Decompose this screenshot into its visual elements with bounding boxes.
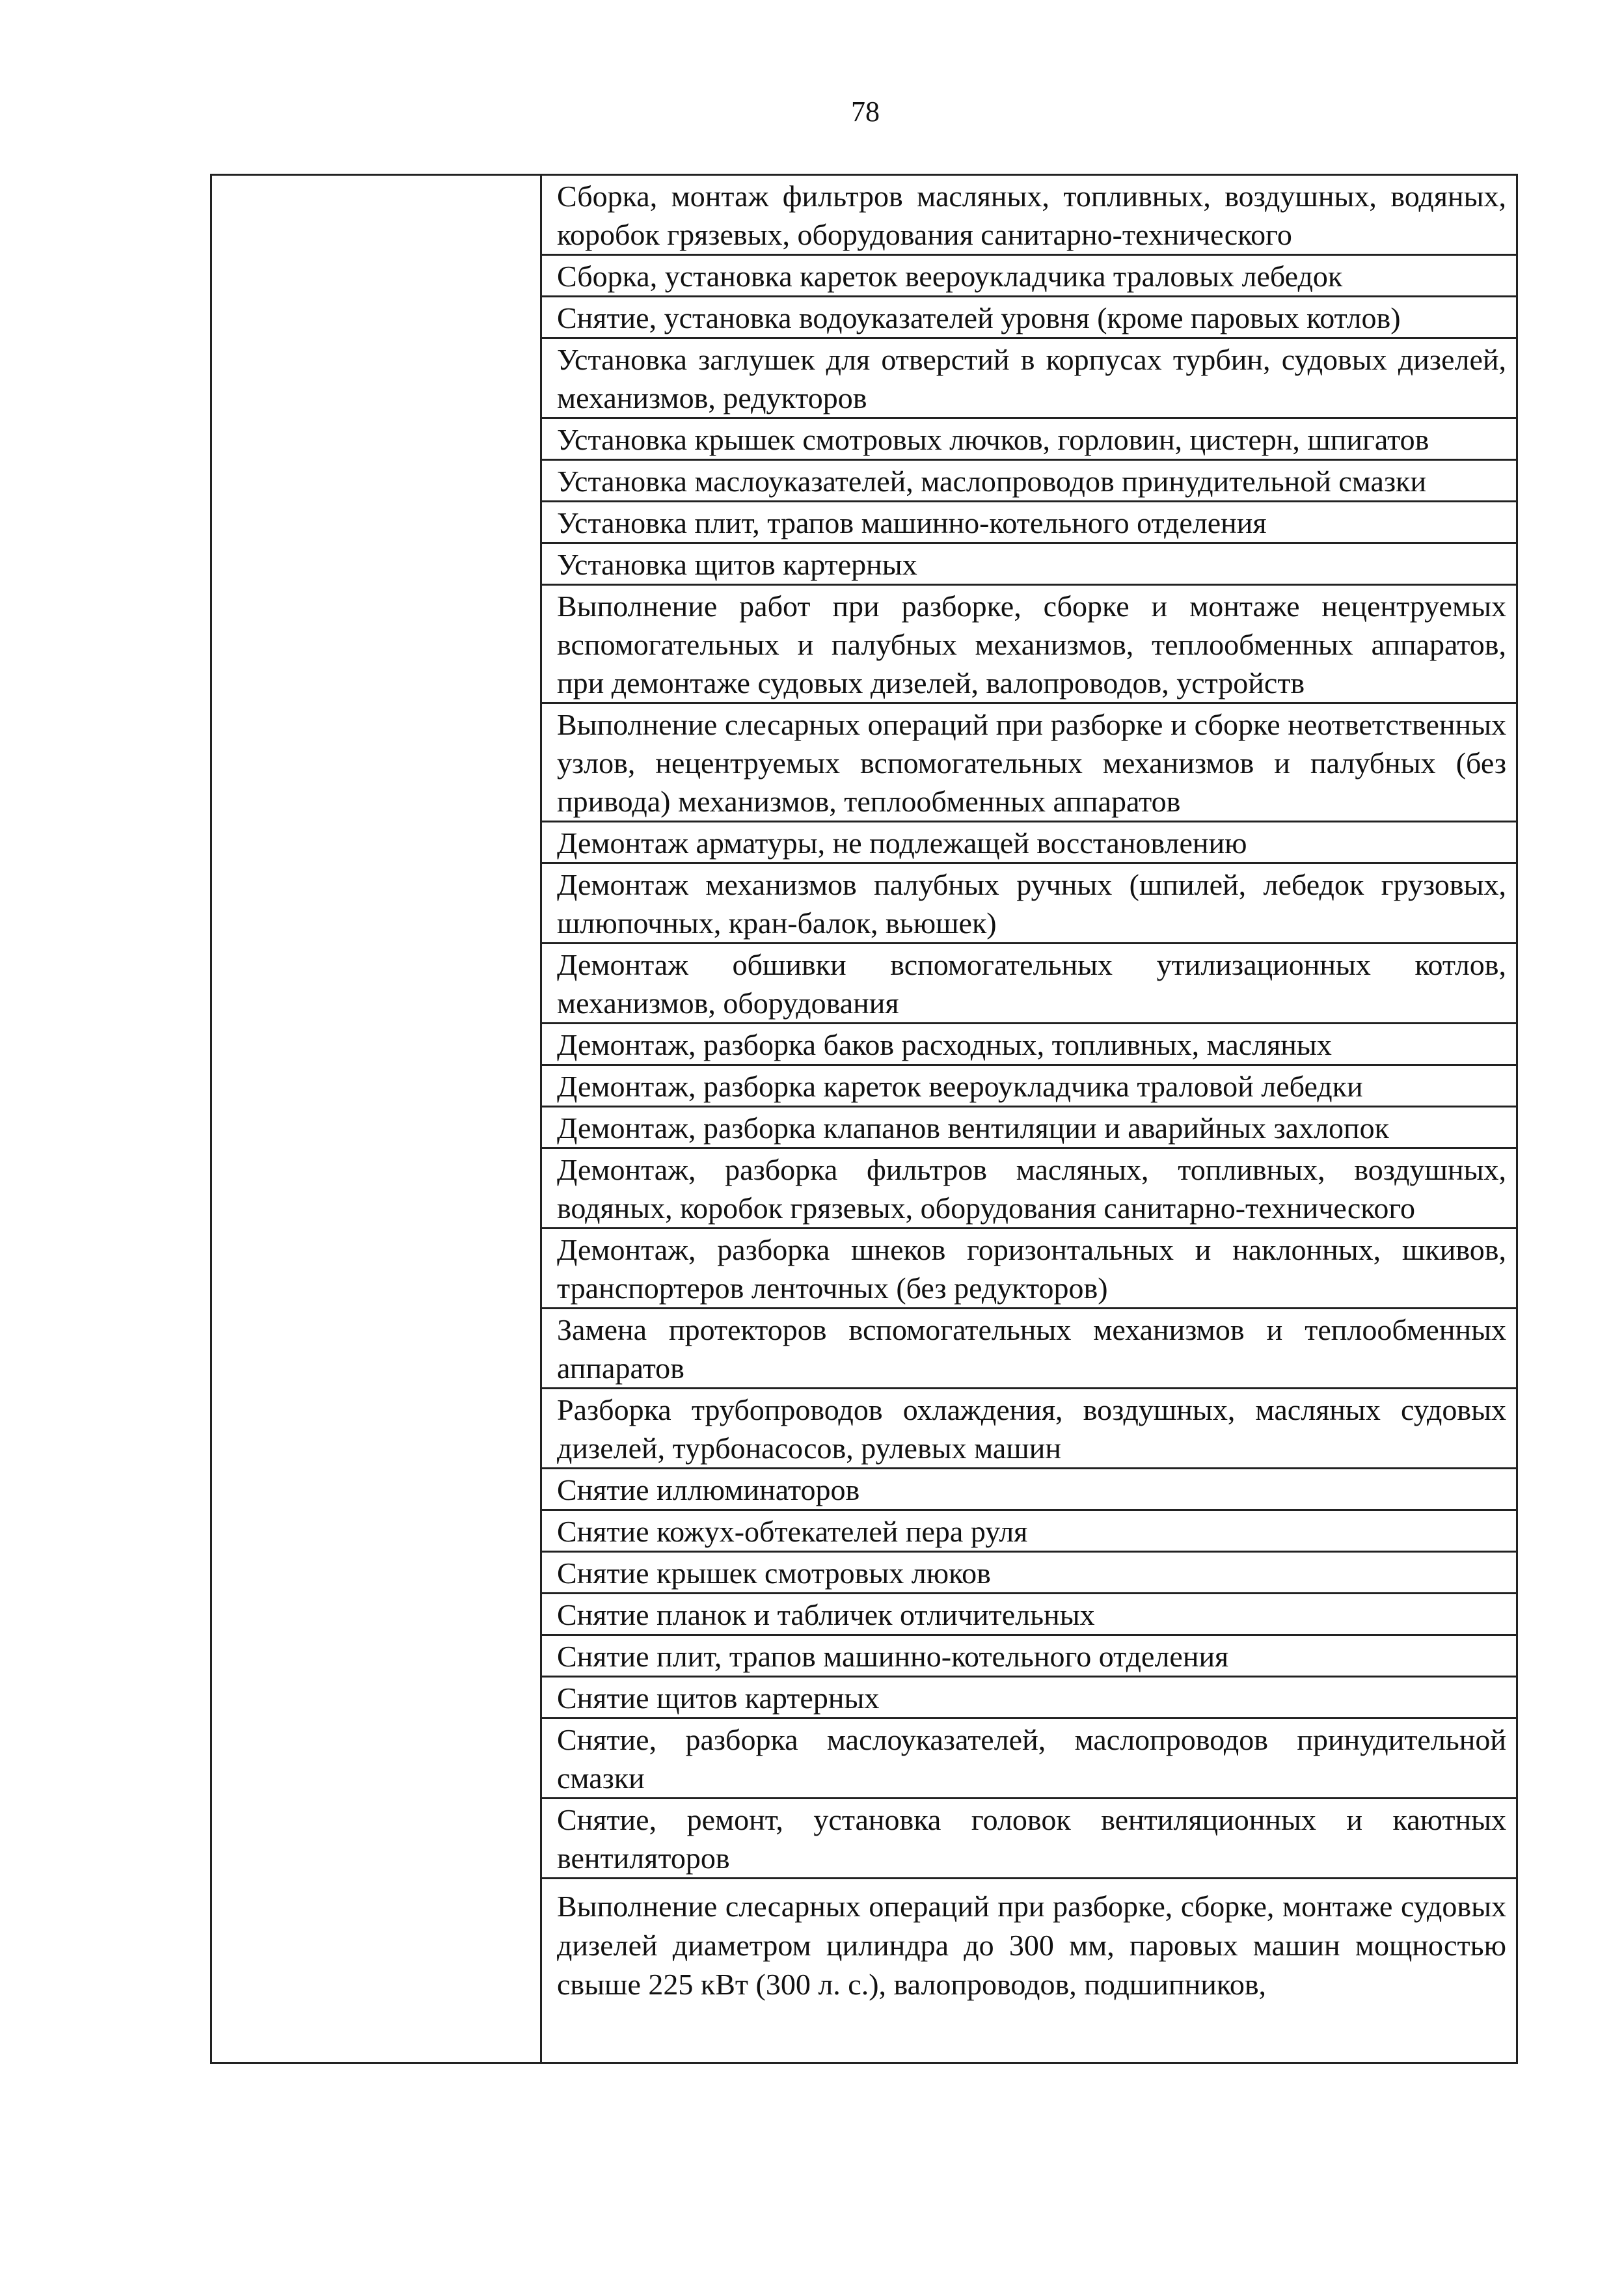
work-description: Снятие щитов картерных bbox=[540, 1677, 1518, 1718]
work-description: Демонтаж, разборка кареток веероукладчика траловой лебедки bbox=[540, 1065, 1518, 1107]
table-row bbox=[540, 1107, 1518, 1148]
work-description: Снятие плит, трапов машинно-котельного отделения bbox=[540, 1635, 1518, 1677]
table-row bbox=[540, 703, 1518, 822]
table-row bbox=[540, 338, 1518, 418]
table-row bbox=[540, 863, 1518, 944]
table-row bbox=[540, 176, 1518, 255]
work-description: Снятие, разборка маслоуказателей, маслопроводов принудительной смазки bbox=[540, 1718, 1518, 1799]
work-description: Снятие, ремонт, установка головок вентиляционных и каютных вентиляторов bbox=[540, 1799, 1518, 1879]
work-description: Выполнение слесарных операций при разборке и сборке неответственных узлов, нецентруемых вспомогательных механизмов и палубных (без привода) механизмов, теплообменных аппаратов bbox=[540, 703, 1518, 822]
table-row bbox=[540, 1718, 1518, 1799]
work-description: Установка маслоуказателей, маслопроводов принудительной смазки bbox=[540, 460, 1518, 502]
work-description: Замена протекторов вспомогательных механизмов и теплообменных аппаратов bbox=[540, 1309, 1518, 1389]
table-row bbox=[540, 1799, 1518, 1879]
work-description: Снятие кожух-обтекателей пера руля bbox=[540, 1510, 1518, 1552]
empty-left-column bbox=[212, 176, 542, 2062]
table-row bbox=[540, 822, 1518, 863]
work-description: Сборка, установка кареток веероукладчика траловых лебедок bbox=[540, 255, 1518, 297]
table-row bbox=[540, 418, 1518, 460]
table-row bbox=[540, 1229, 1518, 1309]
table-row bbox=[540, 297, 1518, 338]
work-description: Установка плит, трапов машинно-котельного отделения bbox=[540, 502, 1518, 543]
work-description: Установка заглушек для отверстий в корпусах турбин, судовых дизелей, механизмов, редукторов bbox=[540, 338, 1518, 418]
work-list-table bbox=[210, 174, 1518, 2064]
table-row bbox=[540, 1469, 1518, 1510]
page-number: 78 bbox=[851, 96, 880, 128]
work-description: Демонтаж, разборка клапанов вентиляции и аварийных захлопок bbox=[540, 1107, 1518, 1148]
work-description: Разборка трубопроводов охлаждения, воздушных, масляных судовых дизелей, турбонасосов, рулевых машин bbox=[540, 1389, 1518, 1469]
table-row bbox=[540, 1552, 1518, 1594]
work-description: Сборка, монтаж фильтров масляных, топливных, воздушных, водяных, коробок грязевых, оборудования санитарно-технического bbox=[557, 180, 1506, 251]
table-row bbox=[540, 543, 1518, 585]
table-row bbox=[540, 585, 1518, 703]
work-description: Установка щитов картерных bbox=[540, 543, 1518, 585]
table-row bbox=[540, 1510, 1518, 1552]
work-description: Демонтаж механизмов палубных ручных (шпилей, лебедок грузовых, шлюпочных, кран-балок, вьюшек) bbox=[540, 863, 1518, 944]
table-row bbox=[540, 1879, 1518, 2005]
work-description: Демонтаж, разборка фильтров масляных, топливных, воздушных, водяных, коробок грязевых, оборудования санитарно-технического bbox=[540, 1148, 1518, 1229]
table-row bbox=[540, 1594, 1518, 1635]
work-description: Выполнение работ при разборке, сборке и монтаже нецентруемых вспомогательных и палубных механизмов, теплообменных аппаратов, при демонтаже судовых дизелей, валопроводов, устройств bbox=[540, 585, 1518, 703]
table-row bbox=[540, 255, 1518, 297]
table-row bbox=[540, 1024, 1518, 1065]
table-row bbox=[540, 460, 1518, 502]
work-description: Установка крышек смотровых лючков, горловин, цистерн, шпигатов bbox=[540, 418, 1518, 460]
table-row bbox=[540, 1148, 1518, 1229]
work-description: Демонтаж, разборка баков расходных, топливных, масляных bbox=[540, 1024, 1518, 1065]
work-description: Снятие, установка водоуказателей уровня (кроме паровых котлов) bbox=[540, 297, 1518, 338]
table-row bbox=[540, 1065, 1518, 1107]
work-description: Демонтаж арматуры, не подлежащей восстановлению bbox=[540, 822, 1518, 863]
work-description: Демонтаж обшивки вспомогательных утилизационных котлов, механизмов, оборудования bbox=[540, 944, 1518, 1024]
table-row bbox=[540, 502, 1518, 543]
table-row bbox=[540, 944, 1518, 1024]
work-description: Снятие планок и табличек отличительных bbox=[540, 1594, 1518, 1635]
work-entries bbox=[540, 176, 1518, 2004]
work-description: Снятие крышек смотровых люков bbox=[540, 1552, 1518, 1594]
work-description: Демонтаж, разборка шнеков горизонтальных и наклонных, шкивов, транспортеров ленточных (без редукторов) bbox=[540, 1229, 1518, 1309]
table-row bbox=[540, 1635, 1518, 1677]
table-row bbox=[540, 1309, 1518, 1389]
work-description: Выполнение слесарных операций при разборке, сборке, монтаже судовых дизелей диаметром цилиндра до 300 мм, паровых машин мощностью свыше 225 кВт (300 л. с.), валопроводов, подшипников, bbox=[540, 1879, 1518, 2005]
table-row bbox=[540, 1389, 1518, 1469]
table-row bbox=[540, 1677, 1518, 1718]
work-description: Снятие иллюминаторов bbox=[540, 1469, 1518, 1510]
